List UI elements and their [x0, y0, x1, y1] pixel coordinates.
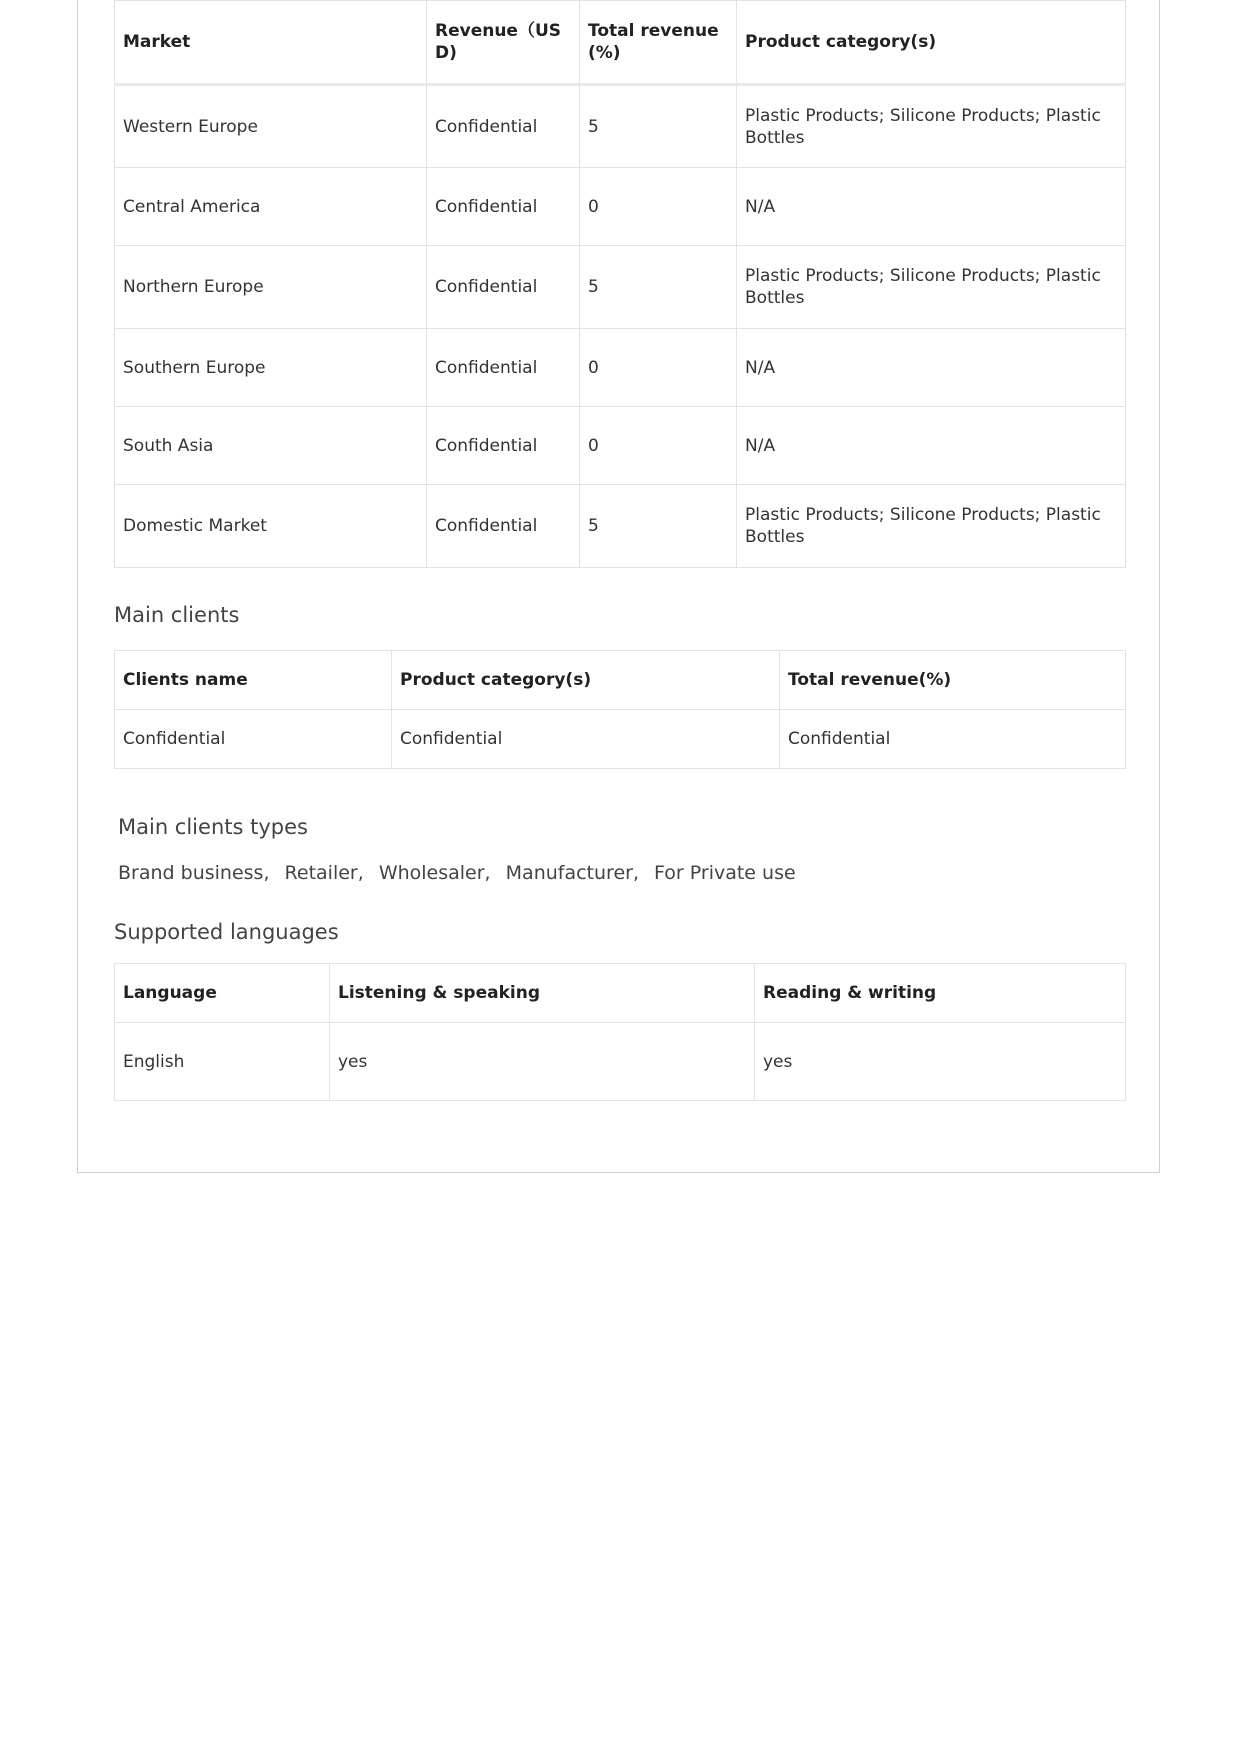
revenue-cell: Confidential: [427, 407, 580, 485]
total-revenue-cell: Confidential: [780, 710, 1126, 769]
product-category-cell: Confidential: [392, 710, 780, 769]
total-revenue-cell: 5: [580, 485, 737, 568]
language-cell: English: [115, 1023, 330, 1101]
table-row: [115, 168, 1126, 246]
revenue-cell: Confidential: [427, 85, 580, 168]
total-revenue-cell: 0: [580, 168, 737, 246]
header-product-category: Product category(s): [392, 651, 780, 710]
header-product-category: Product category(s): [737, 1, 1126, 85]
header-market: Market: [115, 1, 427, 85]
table-row: [115, 485, 1126, 568]
client-type-item: Manufacturer,: [505, 862, 639, 884]
header-total-revenue: Total revenue(%): [780, 651, 1126, 710]
product-category-cell: Plastic Products; Silicone Products; Plastic Bottles: [737, 246, 1126, 329]
product-category-cell: Plastic Products; Silicone Products; Plastic Bottles: [737, 485, 1126, 568]
table-row: [115, 246, 1126, 329]
revenue-cell: Confidential: [427, 246, 580, 329]
table-row: [115, 85, 1126, 168]
total-revenue-cell: 0: [580, 407, 737, 485]
header-listening-speaking: Listening & speaking: [330, 964, 755, 1023]
revenue-cell: Confidential: [427, 329, 580, 407]
listening-speaking-cell: yes: [330, 1023, 755, 1101]
market-revenue-table: [114, 0, 1126, 568]
header-language: Language: [115, 964, 330, 1023]
client-name-cell: Confidential: [115, 710, 392, 769]
table-header-row: [115, 964, 1126, 1023]
revenue-cell: Confidential: [427, 485, 580, 568]
market-cell: Northern Europe: [115, 246, 427, 329]
client-type-item: Wholesaler,: [378, 862, 491, 884]
header-total-revenue: Total revenue (%): [580, 1, 737, 85]
product-category-cell: N/A: [737, 329, 1126, 407]
table-header-row: [115, 651, 1126, 710]
header-clients-name: Clients name: [115, 651, 392, 710]
market-cell: South Asia: [115, 407, 427, 485]
reading-writing-cell: yes: [755, 1023, 1126, 1101]
total-revenue-cell: 5: [580, 246, 737, 329]
table-row: [115, 407, 1126, 485]
market-cell: Central America: [115, 168, 427, 246]
header-reading-writing: Reading & writing: [755, 964, 1126, 1023]
table-row: [115, 329, 1126, 407]
market-cell: Southern Europe: [115, 329, 427, 407]
header-revenue: Revenue（USD): [427, 1, 580, 85]
total-revenue-cell: 5: [580, 85, 737, 168]
table-row: [115, 710, 1126, 769]
client-type-item: For Private use: [654, 862, 796, 884]
product-category-cell: N/A: [737, 168, 1126, 246]
total-revenue-cell: 0: [580, 329, 737, 407]
main-clients-types-title: Main clients types: [118, 815, 308, 839]
table-row: [115, 1023, 1126, 1101]
supported-languages-title: Supported languages: [114, 920, 339, 944]
client-type-item: Brand business,: [118, 862, 270, 884]
revenue-cell: Confidential: [427, 168, 580, 246]
main-clients-title: Main clients: [114, 603, 240, 627]
product-category-cell: Plastic Products; Silicone Products; Plastic Bottles: [737, 85, 1126, 168]
client-type-item: Retailer,: [284, 862, 364, 884]
market-cell: Western Europe: [115, 85, 427, 168]
table-header-row: [115, 1, 1126, 85]
product-category-cell: N/A: [737, 407, 1126, 485]
main-clients-types-list: [118, 862, 805, 884]
main-clients-table: [114, 650, 1126, 769]
market-cell: Domestic Market: [115, 485, 427, 568]
supported-languages-table: [114, 963, 1126, 1101]
